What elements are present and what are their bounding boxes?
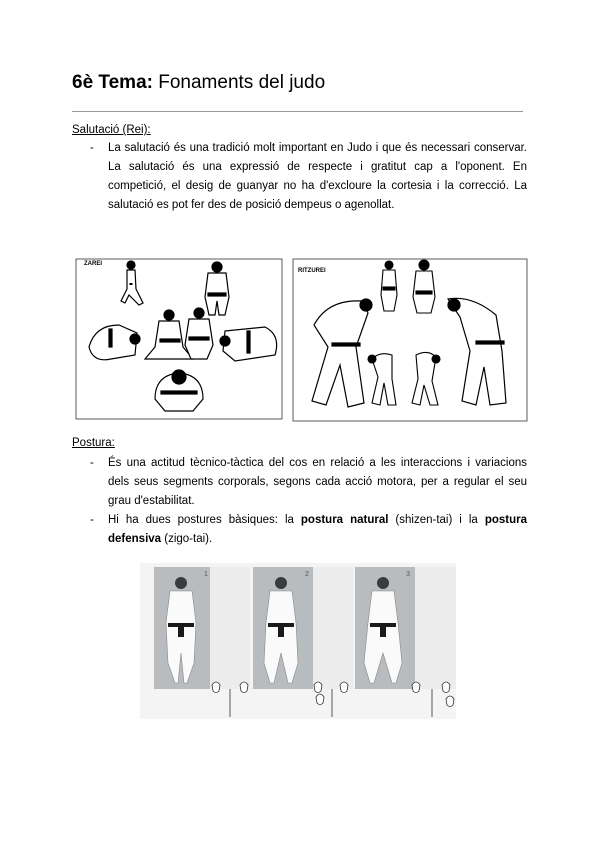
- bullet-text: Hi ha dues postures bàsiques: la: [108, 514, 301, 526]
- bullet-item: - És una actitud tècnico-tàctica del cos en relació a les interaccions i variacions dels seus segments corporals, segons cada acció motora, per a regular el seu grau d'estabilitat.: [90, 454, 527, 511]
- photo-number: 3: [406, 571, 410, 578]
- term-postura-natural: postura natural: [300, 514, 389, 526]
- bullet-text: (zigo-tai).: [161, 533, 213, 545]
- postura-bullets: [90, 454, 527, 549]
- posture-photo-2: [253, 567, 353, 689]
- posture-photo-3: [355, 567, 456, 689]
- bullet-item: [90, 511, 527, 549]
- ritzurei-label: RITZUREI: [298, 268, 326, 274]
- title-divider: [72, 111, 523, 112]
- page-title: [72, 72, 325, 94]
- section-heading-postura: Postura:: [72, 437, 115, 449]
- bullet-item: - La salutació és una tradició molt important en Judo i que és necessari conservar. La salutació és una expressió de respecte i gratitut cap a l'oponent. En competició, el desig de guanyar no ha d'excloure la cortesia i la correcció. La salutació es pot fer des de posició dempeus o agenollat.: [90, 139, 527, 215]
- photo-number: 2: [305, 571, 309, 578]
- term-postura-defensiva: postura defensiva: [108, 514, 527, 545]
- salutacio-bullets: [90, 139, 527, 215]
- zarei-label: ZAREI: [84, 261, 102, 267]
- title-number: 6è Tema:: [72, 72, 153, 93]
- bullet-text: (shizen-tai) i la: [388, 514, 485, 526]
- zarei-illustration: [75, 255, 283, 425]
- posture-photo-1: [154, 567, 250, 689]
- photo-number: 1: [204, 571, 208, 578]
- posture-photos: [140, 563, 456, 719]
- ritzurei-illustration: [292, 255, 529, 425]
- section-heading-salutacio: Salutació (Rei):: [72, 124, 151, 136]
- title-text: Fonaments del judo: [158, 72, 326, 93]
